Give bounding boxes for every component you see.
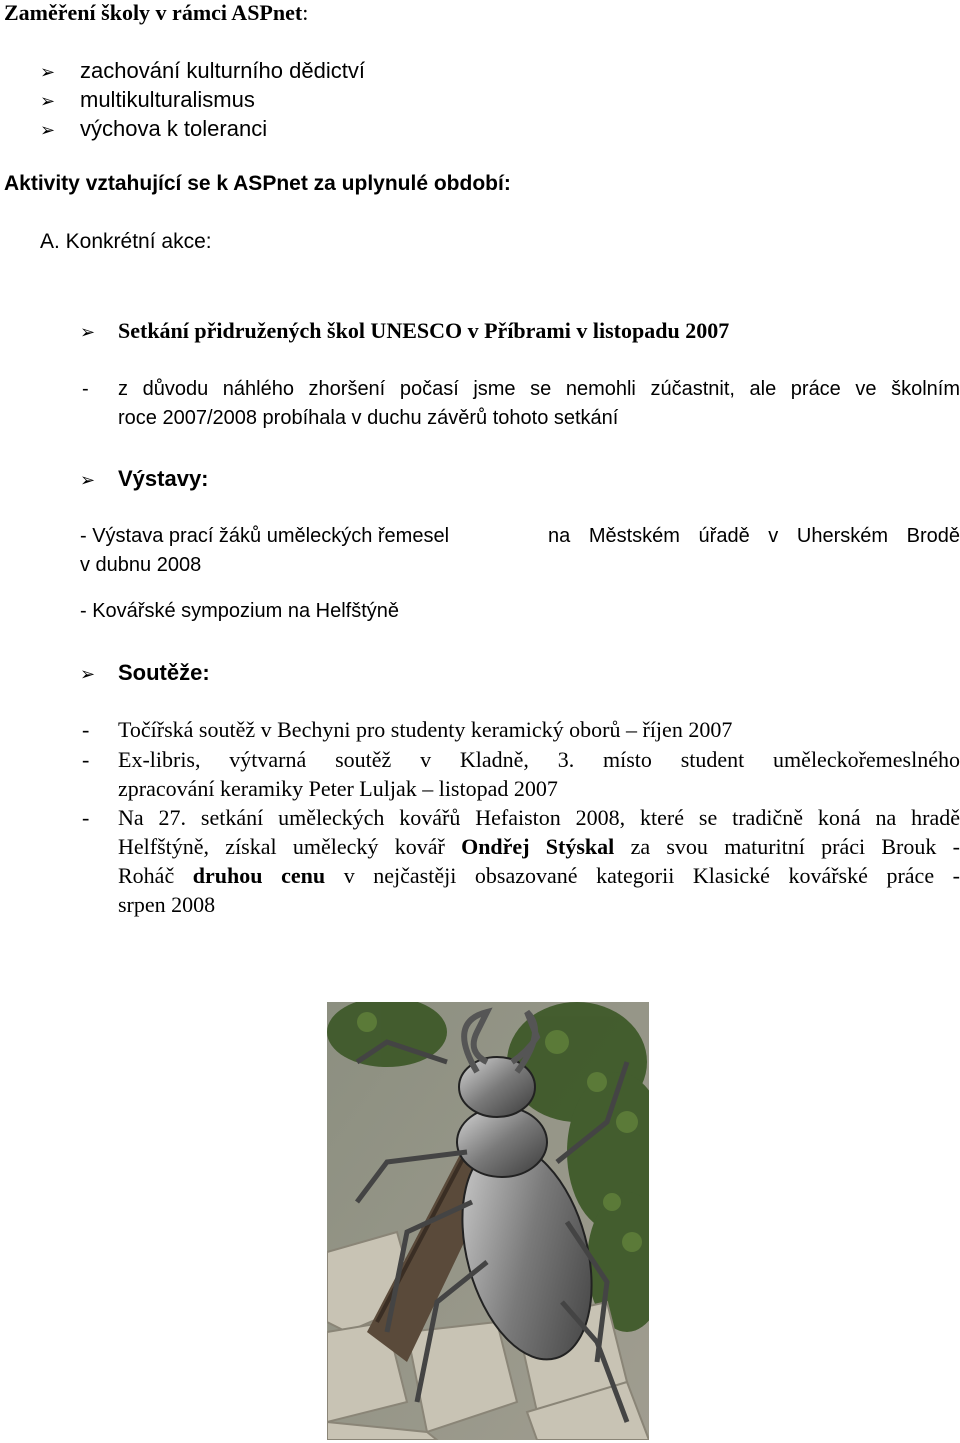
- list-item: [40, 114, 267, 143]
- dash-marker: -: [82, 378, 89, 400]
- section-exhibitions-title-text: Výstavy:: [118, 466, 209, 491]
- subheading-colon: :: [205, 230, 212, 253]
- list-item: [40, 85, 255, 114]
- dash-marker: -: [82, 747, 90, 772]
- arrow-bullet-icon: ➢: [80, 470, 96, 491]
- competition-item2-line2: zpracování keramiky Peter Luljak – listopad 2007: [118, 776, 558, 801]
- arrow-bullet-icon: ➢: [40, 91, 56, 112]
- section-competitions-title: [80, 660, 210, 686]
- unesco-note-line1: z důvodu náhlého zhoršení počasí jsme se nemohli zúčastnit, ale práce ve školním: [118, 378, 960, 400]
- subheading-concrete-actions: [40, 230, 212, 254]
- competition-item3-line4: srpen 2008: [118, 892, 216, 917]
- competition-item3-line3: [118, 863, 960, 889]
- competition-item1: Točířská soutěž v Bechyni pro studenty keramický oborů – říjen 2007: [118, 717, 733, 742]
- exhibition-item1-right: na Městském úřadě v Uherském Brodě: [548, 525, 960, 547]
- prize-label: druhou cenu: [192, 863, 326, 888]
- arrow-bullet-icon: ➢: [40, 62, 56, 83]
- focus-item-text: zachování kulturního dědictví: [80, 58, 365, 83]
- heading-focus-colon: :: [302, 0, 309, 25]
- competition-item3-line1: Na 27. setkání uměleckých kovářů Hefaiston 2008, které se tradičně koná na hradě: [118, 805, 960, 830]
- focus-item-text: výchova k toleranci: [80, 116, 268, 141]
- section-unesco-title: [80, 318, 729, 344]
- winner-name: Ondřej Stýskal: [461, 834, 615, 859]
- subheading-prefix: A. Konkrétní akce: [40, 230, 206, 253]
- heading-focus-bold: Zaměření školy v rámci ASPnet: [4, 0, 303, 25]
- competition-item3-line2-b: za svou maturitní práci Brouk -: [630, 834, 960, 859]
- arrow-bullet-icon: ➢: [40, 120, 56, 141]
- dash-marker: -: [82, 805, 90, 830]
- exhibition-item1-date: v dubnu 2008: [80, 554, 202, 576]
- competition-item3-line3-b: v nejčastěji obsazované kategorii Klasické kovářské práce -: [343, 863, 960, 888]
- list-item: [40, 56, 365, 85]
- competition-item3-line3-a: Roháč: [118, 863, 175, 888]
- competition-item3-line2: [118, 834, 960, 860]
- competition-item2-line1: Ex-libris, výtvarná soutěž v Kladně, 3. místo student uměleckořemeslného: [118, 747, 960, 772]
- exhibition-item2: - Kovářské sympozium na Helfštýně: [80, 600, 400, 622]
- beetle-sculpture-photo: [327, 1002, 649, 1440]
- arrow-bullet-icon: ➢: [80, 322, 96, 343]
- section-exhibitions-title: [80, 466, 209, 492]
- unesco-note-line2: roce 2007/2008 probíhala v duchu závěrů tohoto setkání: [118, 407, 619, 429]
- exhibition-item1-left: - Výstava prací žáků uměleckých řemesel: [80, 525, 450, 547]
- heading-activities: Aktivity vztahující se k ASPnet za uplynulé období:: [4, 172, 511, 195]
- section-competitions-title-text: Soutěže:: [118, 660, 210, 685]
- focus-item-text: multikulturalismus: [80, 87, 255, 112]
- arrow-bullet-icon: ➢: [80, 664, 96, 685]
- beetle-sculpture-illustration: [327, 1002, 649, 1440]
- heading-focus: [4, 0, 308, 26]
- competition-item3-line2-a: Helfštýně, získal umělecký kovář: [118, 834, 445, 859]
- dash-marker: -: [82, 717, 90, 742]
- section-unesco-title-text: Setkání přidružených škol UNESCO v Příbrami v listopadu 2007: [118, 318, 730, 343]
